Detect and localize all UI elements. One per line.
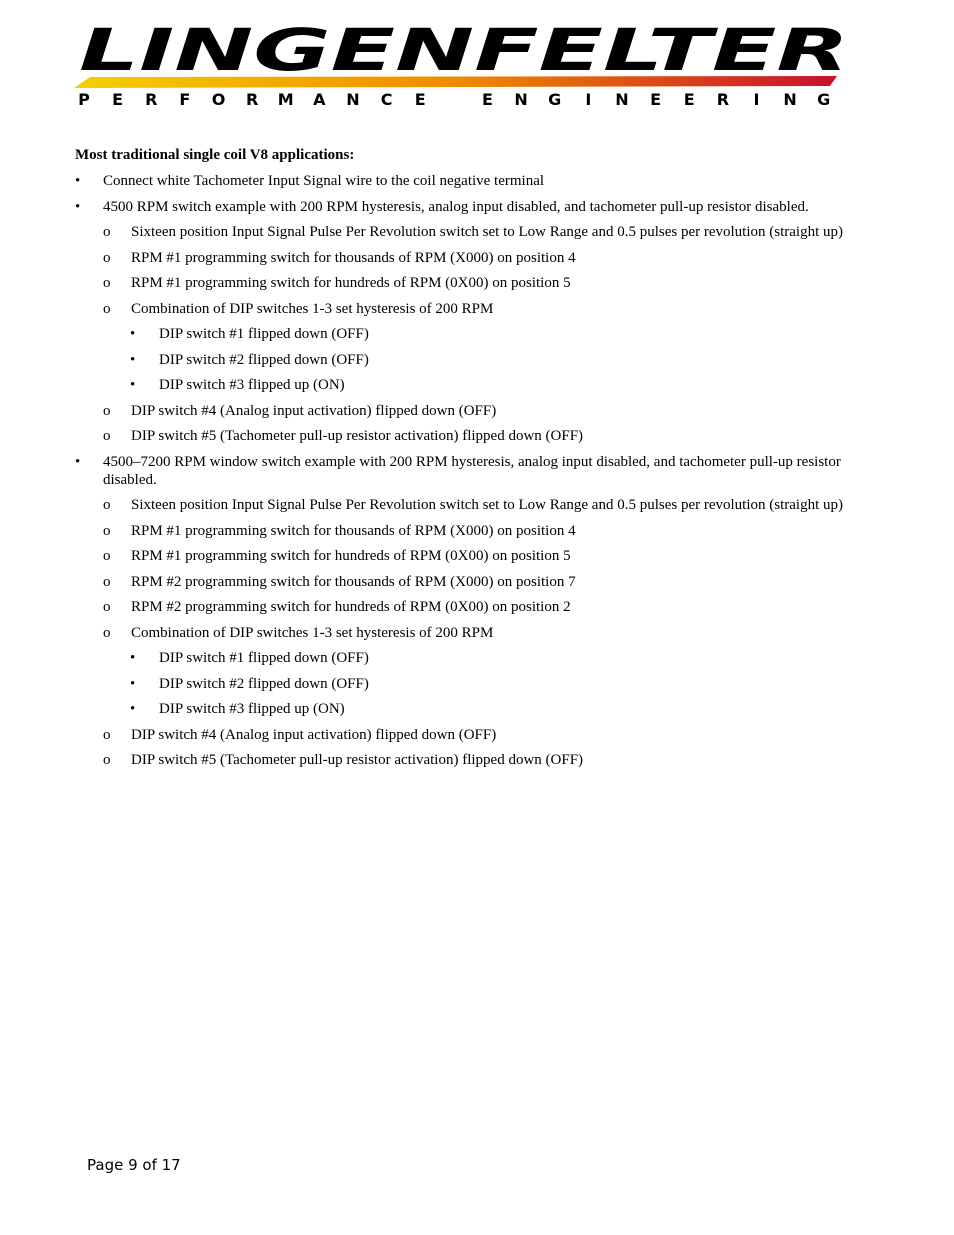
circle-bullet-icon: o: [103, 599, 111, 615]
list-item-text: DIP switch #1 flipped down (OFF): [159, 326, 369, 342]
list-item: [75, 751, 865, 769]
list-item-text: Connect white Tachometer Input Signal wire to the coil negative terminal: [103, 173, 545, 189]
tagline-letter: N: [514, 90, 528, 109]
list-item: [75, 172, 865, 190]
list-item: [75, 249, 865, 267]
list-item-text: DIP switch #5 (Tachometer pull-up resistor activation) flipped down (OFF): [131, 428, 584, 444]
circle-bullet-icon: o: [103, 726, 111, 743]
list-item: [75, 402, 865, 420]
section-heading: Most traditional single coil V8 applications:: [75, 147, 355, 163]
circle-bullet-icon: o: [103, 275, 111, 291]
list-item: [75, 427, 865, 445]
list-item: [75, 598, 865, 616]
list-item: [75, 274, 865, 292]
circle-bullet-icon: o: [103, 522, 111, 539]
tagline-letter: P: [78, 90, 90, 109]
circle-bullet-icon: o: [103, 624, 111, 641]
list-item: [75, 351, 865, 369]
list-item: [75, 522, 865, 540]
circle-bullet-icon: o: [103, 573, 111, 590]
page-number: Page 9 of 17: [87, 1156, 181, 1174]
bullet-icon: •: [130, 701, 136, 717]
list-item: [75, 649, 865, 667]
list-item-text: 4500–7200 RPM window switch example with 200 RPM hysteresis, analog input disabled, and tachometer pull-up resistor disabled.: [103, 453, 841, 488]
list-item: [75, 700, 865, 718]
list-item: [75, 223, 865, 241]
tagline-letter: G: [548, 90, 562, 109]
bullet-icon: •: [130, 650, 136, 666]
list-item-text: DIP switch #5 (Tachometer pull-up resistor activation) flipped down (OFF): [131, 752, 584, 768]
bullet-icon: •: [130, 377, 136, 393]
list-item: [75, 726, 865, 744]
list-item-text: DIP switch #3 flipped up (ON): [159, 377, 345, 393]
circle-bullet-icon: o: [103, 497, 111, 513]
tagline-letter: [444, 90, 464, 109]
list-item-text: Sixteen position Input Signal Pulse Per Revolution switch set to Low Range and 0.5 pulses per revolution (straight up): [131, 224, 844, 240]
list-item: [75, 496, 865, 514]
list-item: [75, 376, 865, 394]
list-item: [75, 325, 865, 343]
list-item-text: DIP switch #2 flipped down (OFF): [159, 675, 369, 692]
list-item-text: RPM #1 programming switch for hundreds of RPM (0X00) on position 5: [131, 275, 571, 291]
tagline-letter: I: [585, 90, 592, 109]
list-item-text: RPM #1 programming switch for hundreds of RPM (0X00) on position 5: [131, 548, 571, 564]
list-item: [75, 675, 865, 693]
page-header: [72, 22, 862, 114]
document-body: [75, 146, 865, 777]
bullet-icon: •: [130, 675, 136, 692]
list-item-text: RPM #1 programming switch for thousands of RPM (X000) on position 4: [131, 522, 576, 539]
list-item-text: Sixteen position Input Signal Pulse Per Revolution switch set to Low Range and 0.5 pulses per revolution (straight up): [131, 497, 844, 513]
tagline-letter: R: [145, 90, 158, 109]
bullet-list: [75, 172, 865, 769]
circle-bullet-icon: o: [103, 752, 111, 768]
bullet-icon: •: [75, 453, 81, 470]
circle-bullet-icon: o: [103, 224, 111, 240]
bullet-icon: •: [130, 351, 136, 368]
list-item: [75, 547, 865, 565]
tagline-letter: N: [783, 90, 797, 109]
list-item-text: Combination of DIP switches 1-3 set hysteresis of 200 RPM: [131, 300, 494, 317]
circle-bullet-icon: o: [103, 249, 111, 266]
circle-bullet-icon: o: [103, 402, 111, 419]
list-item-text: DIP switch #3 flipped up (ON): [159, 701, 345, 717]
tagline-letter: R: [716, 90, 730, 109]
circle-bullet-icon: o: [103, 300, 111, 317]
bullet-icon: •: [130, 326, 136, 342]
tagline-letter: G: [817, 90, 831, 109]
list-item: [75, 453, 865, 489]
list-item-text: DIP switch #4 (Analog input activation) flipped down (OFF): [131, 726, 497, 743]
tagline-letter: E: [650, 90, 662, 109]
circle-bullet-icon: o: [103, 548, 111, 564]
list-item-text: 4500 RPM switch example with 200 RPM hysteresis, analog input disabled, and tachometer pull-up resistor disabled.: [103, 198, 809, 215]
list-item: [75, 300, 865, 318]
tagline-letter: C: [380, 90, 393, 109]
tagline-letter: O: [211, 90, 226, 109]
list-item-text: DIP switch #4 (Analog input activation) flipped down (OFF): [131, 402, 497, 419]
tagline: [74, 90, 834, 109]
bullet-icon: •: [75, 173, 81, 189]
tagline-letter: E: [683, 90, 695, 109]
tagline-letter: E: [112, 90, 124, 109]
list-item: [75, 573, 865, 591]
list-item-text: RPM #2 programming switch for hundreds of RPM (0X00) on position 2: [131, 599, 571, 615]
tagline-letter: E: [414, 90, 426, 109]
list-item-text: Combination of DIP switches 1-3 set hysteresis of 200 RPM: [131, 624, 494, 641]
circle-bullet-icon: o: [103, 428, 111, 444]
tagline-letter: R: [245, 90, 259, 109]
list-item: [75, 624, 865, 642]
logo-wordmark: LINGENFELTER: [79, 22, 849, 84]
list-item-text: RPM #2 programming switch for thousands of RPM (X000) on position 7: [131, 573, 576, 590]
tagline-letter: F: [179, 90, 191, 109]
bullet-icon: •: [75, 198, 81, 215]
tagline-letter: I: [753, 90, 760, 109]
list-item-text: RPM #1 programming switch for thousands of RPM (X000) on position 4: [131, 249, 576, 266]
list-item-text: DIP switch #1 flipped down (OFF): [159, 650, 369, 666]
tagline-letter: E: [482, 90, 493, 109]
tagline-letter: N: [346, 90, 360, 109]
list-item-text: DIP switch #2 flipped down (OFF): [159, 351, 369, 368]
tagline-letter: N: [615, 90, 629, 109]
tagline-letter: A: [313, 90, 326, 109]
tagline-letter: M: [277, 90, 294, 109]
lingenfelter-logo: [72, 22, 862, 92]
list-item: [75, 198, 865, 216]
